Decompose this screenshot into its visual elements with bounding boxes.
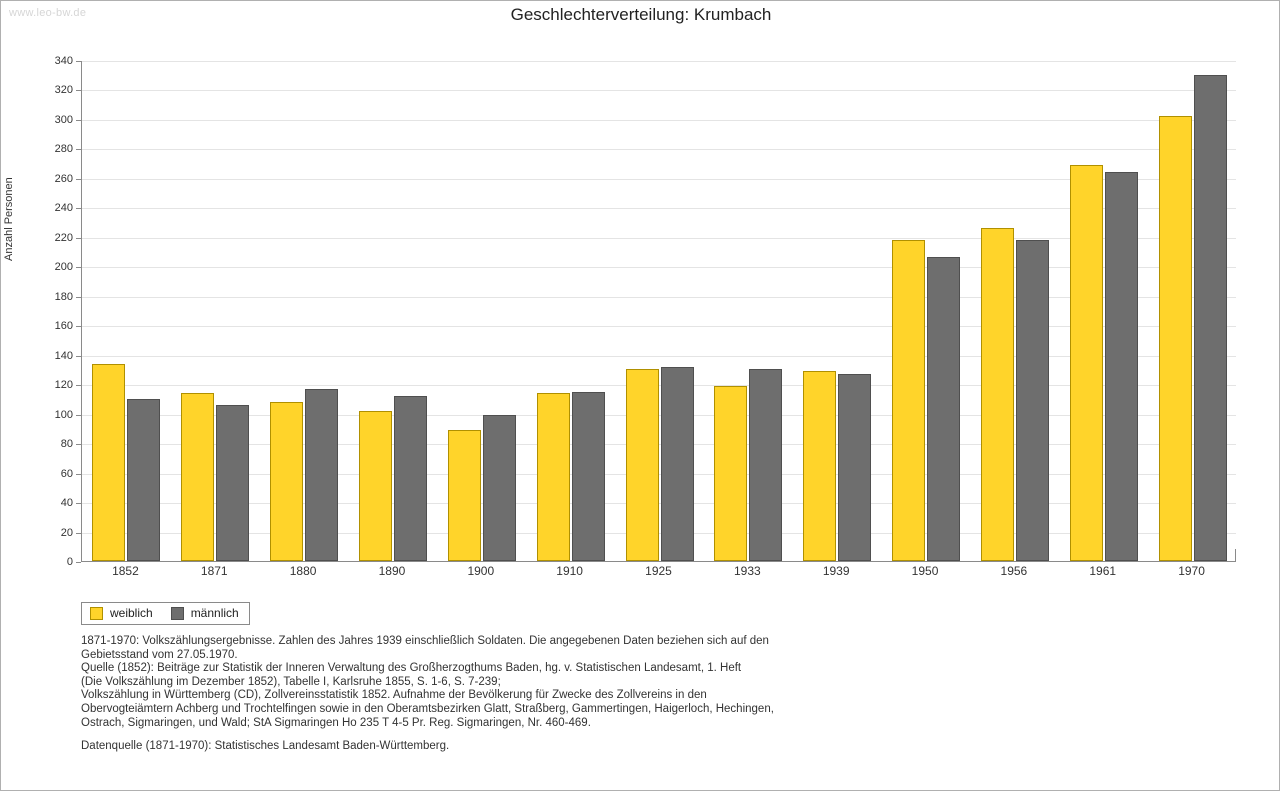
- y-tick-label: 20: [60, 526, 73, 539]
- y-tick-mark: [76, 90, 81, 91]
- footnote-line-2: Gebietsstand vom 27.05.1970.: [81, 648, 238, 661]
- footnote-line-6: Obervogteiämtern Achberg und Trochtelfingen sowie in den Oberamtsbezirken Glatt, Straßberg, Gammertingen, Haigerloch, Hechingen,: [81, 702, 774, 715]
- y-tick-mark: [76, 415, 81, 416]
- y-tick-label: 100: [54, 408, 73, 421]
- x-tick-label: 1890: [378, 564, 406, 578]
- footnote-line-4: (Die Volkszählung im Dezember 1852), Tabelle I, Karlsruhe 1855, S. 1-6, S. 7-239;: [81, 675, 501, 688]
- y-tick-label: 140: [54, 349, 73, 362]
- bar-maennlich-1956[interactable]: [1016, 240, 1049, 561]
- y-tick-label: 220: [54, 231, 73, 244]
- bar-maennlich-1933[interactable]: [749, 369, 782, 561]
- x-tick-label: 1880: [289, 564, 317, 578]
- x-tick-label: 1956: [1000, 564, 1028, 578]
- y-tick-mark: [76, 208, 81, 209]
- y-tick-label: 300: [54, 113, 73, 126]
- bar-weiblich-1950[interactable]: [892, 240, 925, 561]
- footnote-line-7: Ostrach, Sigmaringen, und Wald; StA Sigmaringen Ho 235 T 4-5 Pr. Reg. Sigmaringen, Nr. 460-469.: [81, 716, 591, 729]
- bar-weiblich-1910[interactable]: [537, 393, 570, 561]
- y-tick-mark: [76, 326, 81, 327]
- bar-maennlich-1871[interactable]: [216, 405, 249, 561]
- y-tick-label: 120: [54, 379, 73, 392]
- y-tick-mark: [76, 533, 81, 534]
- bar-weiblich-1970[interactable]: [1159, 116, 1192, 561]
- x-tick-label: 1970: [1178, 564, 1205, 578]
- plot-area: [81, 61, 1236, 562]
- y-tick-mark: [76, 297, 81, 298]
- legend-label-weiblich: weiblich: [110, 606, 153, 620]
- legend-item-maennlich[interactable]: [171, 606, 239, 620]
- bar-maennlich-1910[interactable]: [572, 392, 605, 561]
- y-tick-mark: [76, 385, 81, 386]
- bar-weiblich-1890[interactable]: [359, 411, 392, 561]
- x-tick-label: 1871: [200, 564, 228, 578]
- x-tick-label: 1900: [467, 564, 495, 578]
- x-tick-label: 1910: [556, 564, 583, 578]
- bar-weiblich-1900[interactable]: [448, 430, 481, 561]
- y-tick-label: 200: [54, 261, 73, 274]
- y-tick-label: 160: [54, 320, 73, 333]
- y-tick-label: 340: [54, 55, 73, 67]
- y-tick-mark: [76, 503, 81, 504]
- y-tick-mark: [76, 179, 81, 180]
- legend-swatch-maennlich: [171, 607, 184, 620]
- legend: [81, 602, 250, 625]
- y-tick-mark: [76, 356, 81, 357]
- bar-weiblich-1933[interactable]: [714, 386, 747, 561]
- bar-weiblich-1925[interactable]: [626, 369, 659, 561]
- y-tick-mark: [76, 444, 81, 445]
- x-tick-label: 1852: [112, 564, 139, 578]
- bars-layer: [82, 61, 1236, 561]
- bar-weiblich-1871[interactable]: [181, 393, 214, 561]
- bar-maennlich-1880[interactable]: [305, 389, 338, 561]
- bar-maennlich-1950[interactable]: [927, 257, 960, 561]
- y-tick-mark: [76, 474, 81, 475]
- y-tick-mark: [76, 238, 81, 239]
- x-axis-labels: [81, 564, 1236, 584]
- x-tick-label: 1961: [1089, 564, 1117, 578]
- bar-maennlich-1900[interactable]: [483, 415, 516, 561]
- y-tick-mark: [76, 120, 81, 121]
- bar-maennlich-1890[interactable]: [394, 396, 427, 561]
- y-axis-label: Anzahl Personen: [3, 177, 15, 261]
- footnote-line-3: Quelle (1852): Beiträge zur Statistik der Inneren Verwaltung des Großherzogthums Baden, hg. v. Statistischen Landesamt, 1. Heft: [81, 662, 742, 675]
- legend-item-weiblich[interactable]: [90, 606, 153, 620]
- y-tick-label: 320: [54, 84, 73, 97]
- y-tick-mark: [76, 562, 81, 563]
- y-tick-mark: [76, 149, 81, 150]
- y-tick-label: 180: [54, 290, 73, 303]
- bar-weiblich-1961[interactable]: [1070, 165, 1103, 561]
- watermark: www.leo-bw.de: [9, 7, 87, 19]
- x-tick-label: 1939: [822, 564, 850, 578]
- y-tick-label: 0: [66, 556, 73, 568]
- bar-maennlich-1970[interactable]: [1194, 75, 1227, 561]
- footnote-line-5: Volkszählung in Württemberg (CD), Zollvereinsstatistik 1852. Aufnahme der Bevölkerung für Zwecke des Zollvereins in den: [81, 689, 707, 702]
- x-tick-label: 1925: [645, 564, 672, 578]
- y-tick-label: 40: [60, 497, 73, 510]
- bar-weiblich-1939[interactable]: [803, 371, 836, 561]
- page-title: Geschlechterverteilung: Krumbach: [510, 5, 772, 24]
- x-tick-label: 1933: [733, 564, 761, 578]
- bar-weiblich-1852[interactable]: [92, 364, 125, 561]
- y-tick-label: 240: [54, 202, 73, 215]
- source-note: Datenquelle (1871-1970): Statistisches Landesamt Baden-Württemberg.: [81, 740, 450, 752]
- footnote-line-1: 1871-1970: Volkszählungsergebnisse. Zahlen des Jahres 1939 einschließlich Soldaten. Die angegebenen Daten beziehen sich auf den: [81, 635, 769, 647]
- y-tick-mark: [76, 267, 81, 268]
- bar-maennlich-1939[interactable]: [838, 374, 871, 561]
- y-tick-label: 80: [60, 438, 73, 451]
- legend-swatch-weiblich: [90, 607, 103, 620]
- legend-label-maennlich: männlich: [190, 606, 239, 620]
- axis-end-cap: [1235, 549, 1236, 562]
- bar-weiblich-1880[interactable]: [270, 402, 303, 561]
- x-tick-label: 1950: [911, 564, 939, 578]
- y-tick-label: 280: [54, 143, 73, 156]
- bar-maennlich-1925[interactable]: [661, 367, 694, 562]
- footnotes: [81, 635, 1081, 730]
- bar-maennlich-1852[interactable]: [127, 399, 160, 561]
- y-tick-label: 60: [60, 467, 73, 480]
- bar-weiblich-1956[interactable]: [981, 228, 1014, 561]
- y-tick-mark: [76, 61, 81, 62]
- y-tick-label: 260: [54, 172, 73, 185]
- bar-maennlich-1961[interactable]: [1105, 172, 1138, 561]
